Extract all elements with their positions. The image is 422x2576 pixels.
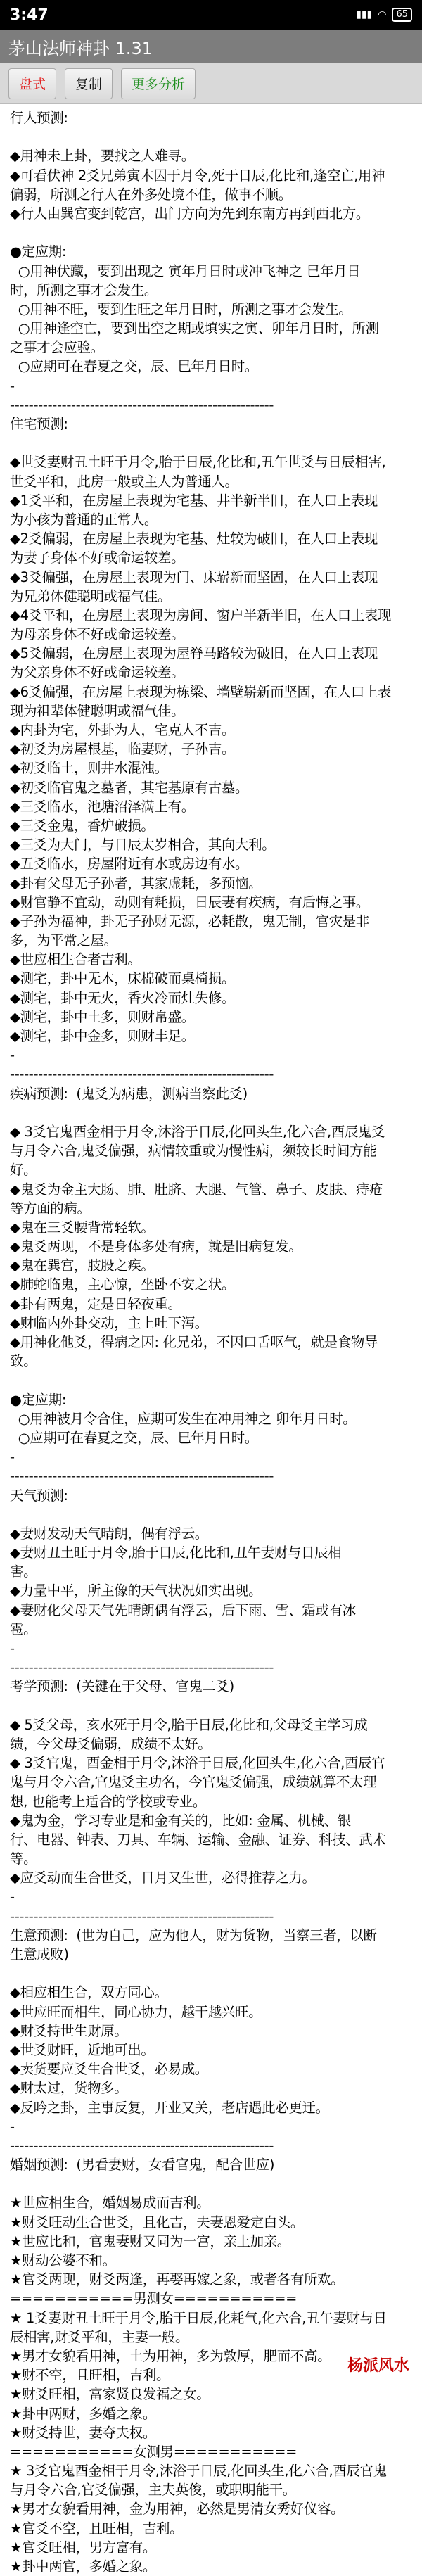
text-line: 之事才会应验。 <box>10 339 104 356</box>
text-line: -------------------------------------------------------- <box>10 1908 274 1924</box>
text-line: 疾病预测: (鬼爻为病患，测病当察此爻) <box>10 1085 248 1102</box>
text-line: ◆鬼在三爻腰背常轻软。 <box>10 1219 155 1236</box>
text-line: ★卦中两官，多婚之象。 <box>10 2558 156 2575</box>
text-line: 绩，今父母爻偏弱，成绩不太好。 <box>10 1735 212 1752</box>
text-line: -------------------------------------------------------- <box>10 1659 274 1676</box>
text-line: 等。 <box>10 1851 37 1867</box>
text-line: ◆初爻为房屋根基，临妻财，子孙吉。 <box>10 741 236 758</box>
text-line: -------------------------------------------------------- <box>10 1066 274 1083</box>
text-line: 婚姻预测: (男看妻财，女看官鬼，配合世应) <box>10 2157 275 2174</box>
text-line: 多，为平常之屋。 <box>10 932 117 949</box>
text-line: 致。 <box>10 1353 37 1370</box>
text-line: 时，所测之事才会发生。 <box>10 281 158 298</box>
text-line: 生意预测: (世为自己，应为他人，财为货物，当察三者，以断 <box>10 1927 377 1943</box>
text-line: ★财不空，且旺相，吉利。 <box>10 2367 170 2384</box>
text-line: 雹。 <box>10 1620 37 1637</box>
text-line <box>10 1505 412 1524</box>
text-line: ===========男测女=========== <box>10 2290 298 2307</box>
text-line: 行人预测: <box>10 110 68 126</box>
text-line: -------------------------------------------------------- <box>10 1468 274 1485</box>
text-line: ★男才女貌看用神，土为用神，多为敦厚，肥而不高。 <box>10 2347 331 2364</box>
text-line: 住宅预测: <box>10 416 68 432</box>
copy-button[interactable]: 复制 <box>65 68 113 99</box>
text-line: ◆6爻偏强，在房屋上表现为栋梁、墙壁崭新而坚固，在人口上表 <box>10 683 392 700</box>
text-line: ◆ 3爻官鬼，酉金相于月令,沐浴于日辰,化回头生,化六合,酉辰官 <box>10 1755 385 1772</box>
text-line: ◆妻财发动天气晴朗，偶有浮云。 <box>10 1525 208 1542</box>
text-line: ◆测宅，卦中土多，则财帛盛。 <box>10 1008 195 1025</box>
text-line: - <box>10 1889 15 1905</box>
text-line: ○应期可在春夏之交，辰、巳年月日时。 <box>10 358 258 375</box>
text-line: ◆肺蛇临鬼，主心惊，坐卧不安之状。 <box>10 1276 236 1293</box>
status-bar <box>0 0 422 30</box>
text-line: ○用神逢空亡，要到出空之期或填实之寅、卯年月日时，所测 <box>10 320 379 337</box>
text-line: -------------------------------------------------------- <box>10 396 274 413</box>
text-line: ◆财爻持世生财原。 <box>10 2022 128 2039</box>
text-line: ◆初爻临官鬼之墓者，其宅基原有古墓。 <box>10 779 249 796</box>
text-line: ○用神被月令合住，应期可发生在冲用神之 卯年月日时。 <box>10 1410 357 1427</box>
text-line: ○应期可在春夏之交，辰、巳年月日时。 <box>10 1429 258 1446</box>
text-line: ◆妻财化父母天气先晴朗偶有浮云，后下雨、雪、霜或有冰 <box>10 1601 356 1618</box>
text-line: 等方面的病。 <box>10 1200 91 1217</box>
app-title: 茅山法师神卦 1.31 <box>8 38 153 58</box>
text-line: ◆三爻临水，池塘沼泽满上有。 <box>10 798 195 815</box>
text-line: ●定应期: <box>10 1391 67 1408</box>
status-icons <box>356 8 412 22</box>
text-line: ◆行人由巽宫变到乾宫，出门方向为先到东南方再到西北方。 <box>10 205 369 222</box>
text-line: ◆鬼在巽宫，肢股之疾。 <box>10 1257 155 1274</box>
text-line: 害。 <box>10 1563 37 1580</box>
text-line: ◆财临内外卦交动，主上吐下泻。 <box>10 1314 208 1331</box>
text-line: ★官爻旺相，男方富有。 <box>10 2539 156 2556</box>
text-line: ◆内卦为宅，外卦为人，宅克人不吉。 <box>10 722 236 738</box>
text-line: ◆卖货要应爻生合世爻，必易成。 <box>10 2061 208 2078</box>
text-line: 偏弱，所测之行人在外多处境不佳，做事不顺。 <box>10 186 292 203</box>
text-line: 为母亲身体不好或命运较差。 <box>10 626 185 643</box>
text-line: - <box>10 1449 15 1466</box>
text-line: ◆2爻偏弱，在房屋上表现为宅基、灶较为破旧，在人口上表现 <box>10 531 378 547</box>
analysis-text <box>0 104 422 2576</box>
text-line: ◆测宅，卦中金多，则财丰足。 <box>10 1028 195 1044</box>
text-line: ★男才女貌看用神，金为用神，必然是男清女秀好仪容。 <box>10 2501 345 2518</box>
text-line: ★财动公婆不和。 <box>10 2252 116 2269</box>
app-title-bar <box>0 30 422 63</box>
text-line: ◆鬼为金，学习专业是和金有关的，比如: 金属、机械、银 <box>10 1812 351 1829</box>
text-line: ○用神伏藏，要到出现之 寅年月日时或冲飞神之 巳年月日 <box>10 262 361 279</box>
text-line: ◆世爻妻财丑土旺于月令,胎于日辰,化比和,丑午世爻与日辰相害, <box>10 454 386 471</box>
text-line: ◆测宅，卦中无木，床棉破而桌椅损。 <box>10 970 236 987</box>
text-line: 为父亲身体不好或命运较差。 <box>10 664 185 681</box>
text-line: ◆财官静不宜动，动则有耗损，日辰妻有疾病，有后悔之事。 <box>10 894 369 911</box>
text-line: ◆鬼爻两现，不是身体多处有病，就是旧病复发。 <box>10 1238 302 1255</box>
text-line: ★官爻两现，财爻两逢，再娶再嫁之象，或者各有所欢。 <box>10 2271 345 2288</box>
text-line: 与月令六合,官爻偏强，主夫英俊，或职明能干。 <box>10 2482 296 2499</box>
text-line: ◆三爻金鬼，香炉破损。 <box>10 817 155 834</box>
status-time: 3:47 <box>10 6 49 24</box>
text-line: ◆初爻临土，则井水混浊。 <box>10 760 168 777</box>
text-line <box>10 1103 412 1122</box>
text-line: ◆用神未上卦，要找之人难寻。 <box>10 148 195 165</box>
text-line: 鬼与月令六合,官鬼爻主功名，今官鬼爻偏强，成绩就算不太理 <box>10 1774 377 1791</box>
text-line <box>10 1696 412 1715</box>
text-line: ◆世应相生合者吉利。 <box>10 951 141 968</box>
text-line: 世爻平和，此房一般或主人为普通人。 <box>10 473 238 490</box>
text-line: ◆三爻为大门，与日辰太岁相合，其向大利。 <box>10 837 276 854</box>
signal-icon: ▮▮▮ <box>356 9 373 20</box>
text-line: - <box>10 1047 15 1064</box>
text-line: 为兄弟体健聪明或福气佳。 <box>10 588 172 604</box>
text-line: ◆ 3爻官鬼酉金相于月令,沐浴于日辰,化回头生,化六合,酉辰鬼爻 <box>10 1123 385 1140</box>
text-line: ◆鬼爻为金主大肠、肺、肚脐、大腿、气管、鼻子、皮肤、痔疮 <box>10 1181 383 1198</box>
text-line: ◆卦有父母无子孙者，其家虚耗，多预恼。 <box>10 875 262 892</box>
text-line: -------------------------------------------------------- <box>10 2137 274 2154</box>
text-line: ◆3爻偏强，在房屋上表现为门、床崭新而坚固，在人口上表现 <box>10 569 378 585</box>
text-line: ◆五爻临水，房屋附近有水或房边有水。 <box>10 856 249 873</box>
text-line: ★财爻旺相，富家贤良发福之女。 <box>10 2386 210 2403</box>
text-line: - <box>10 2118 15 2135</box>
text-line <box>10 223 412 242</box>
text-line: ◆5爻偏弱，在房屋上表现为屋脊马路较为破旧，在人口上表现 <box>10 645 378 662</box>
text-line: 想, 也能考上适合的学校或专业。 <box>10 1793 206 1810</box>
text-line <box>10 1964 412 1983</box>
text-line: 生意成败) <box>10 1946 69 1962</box>
text-line: ★卦中两财，多婚之象。 <box>10 2405 156 2422</box>
text-line: ===========女测男=========== <box>10 2443 298 2460</box>
text-line: 为小孩为普通的正常人。 <box>10 511 158 528</box>
text-line <box>10 1371 412 1390</box>
text-line: ★ 1爻妻财丑土旺于月令,胎于日辰,化耗气,化六合,丑午妻财与日 <box>10 2309 387 2326</box>
text-line: ◆测宅，卦中无火，香火冷而灶失修。 <box>10 989 236 1006</box>
text-line: ◆妻财丑土旺于月令,胎于日辰,化比和,丑午妻财与日辰相 <box>10 1544 342 1561</box>
text-line: 好。 <box>10 1162 37 1179</box>
wifi-icon: ◠ <box>378 9 387 20</box>
text-line: ★财爻持世，妻夺夫权。 <box>10 2424 156 2441</box>
text-line: ◆4爻平和，在房屋上表现为房间、窗户半新半旧，在人口上表现 <box>10 607 392 623</box>
text-line: 现为祖辈体健聪明或福气佳。 <box>10 702 185 719</box>
text-line: ★官爻不空，且旺相，吉利。 <box>10 2520 184 2537</box>
text-line: ◆相应相生合，双方同心。 <box>10 1984 168 2001</box>
toolbar <box>0 63 422 104</box>
watermark: 杨派风水 <box>347 2356 409 2375</box>
text-line <box>10 2174 412 2193</box>
text-line: ◆用神化他爻，得病之因: 化兄弟，不因口舌呕气，就是食物导 <box>10 1334 378 1350</box>
battery-icon: 65 <box>392 8 412 22</box>
text-line: ◆世爻财旺，近地可出。 <box>10 2041 155 2058</box>
text-line <box>10 127 412 146</box>
text-line: ★财爻旺动生合世爻，且化吉，夫妻恩爱定白头。 <box>10 2214 304 2231</box>
text-line: 天气预测: <box>10 1487 68 1504</box>
text-line: - <box>10 1640 15 1656</box>
text-line: ◆ 5爻父母，亥水死于月令,胎于日辰,化比和,父母爻主学习成 <box>10 1716 368 1733</box>
text-line: ◆1爻平和，在房屋上表现为宅基、井半新半旧，在人口上表现 <box>10 492 378 509</box>
text-line: - <box>10 377 15 394</box>
text-line: ●定应期: <box>10 243 67 260</box>
text-line: ◆子孙为福神，卦无子孙财无源，必耗散，鬼无制，官灾是非 <box>10 913 369 929</box>
chart-button[interactable]: 盘式 <box>8 68 56 99</box>
text-line: ◆财太过，货物多。 <box>10 2080 128 2097</box>
text-line: 考学预测: (关键在于父母、官鬼二爻) <box>10 1678 234 1695</box>
text-line: ★世应相生合，婚姻易成而吉利。 <box>10 2195 210 2212</box>
text-line: ◆世应旺而相生，同心协力，越干越兴旺。 <box>10 2003 262 2020</box>
text-line: 辰相害,财爻平和，主妻一般。 <box>10 2328 189 2345</box>
text-line: 为妻子身体不好或命运较差。 <box>10 550 185 566</box>
text-line: ◆反吟之卦，主事反复，开业又关，老店遇此必更迁。 <box>10 2099 329 2116</box>
text-line: 与月令六合,鬼爻偏强，病情较重或为慢性病，须较长时间方能 <box>10 1143 377 1160</box>
text-line: ★世应比和，官鬼妻财又同为一宫，亲上加亲。 <box>10 2233 290 2250</box>
text-line: ◆应爻动而生合世爻，日月又生世，必得推荐之力。 <box>10 1870 316 1886</box>
more-analysis-button[interactable]: 更多分析 <box>121 68 196 99</box>
text-line: ○用神不旺，要到生旺之年月日时，所测之事才会发生。 <box>10 300 352 317</box>
text-line: ◆力量中平，所主像的天气状况如实出现。 <box>10 1582 262 1599</box>
text-line <box>10 433 412 452</box>
text-line: ★ 3爻官鬼酉金相于月令,沐浴于日辰,化回头生,化六合,酉辰官鬼 <box>10 2463 387 2480</box>
text-line: 行、电器、钟表、刀具、车辆、运输、金融、证券、科技、武术 <box>10 1831 386 1848</box>
text-line: ◆可看伏神 2爻兄弟寅木囚于月令,死于日辰,化比和,逢空亡,用神 <box>10 167 385 184</box>
text-line: ◆卦有两鬼，定是日轻夜重。 <box>10 1295 181 1312</box>
